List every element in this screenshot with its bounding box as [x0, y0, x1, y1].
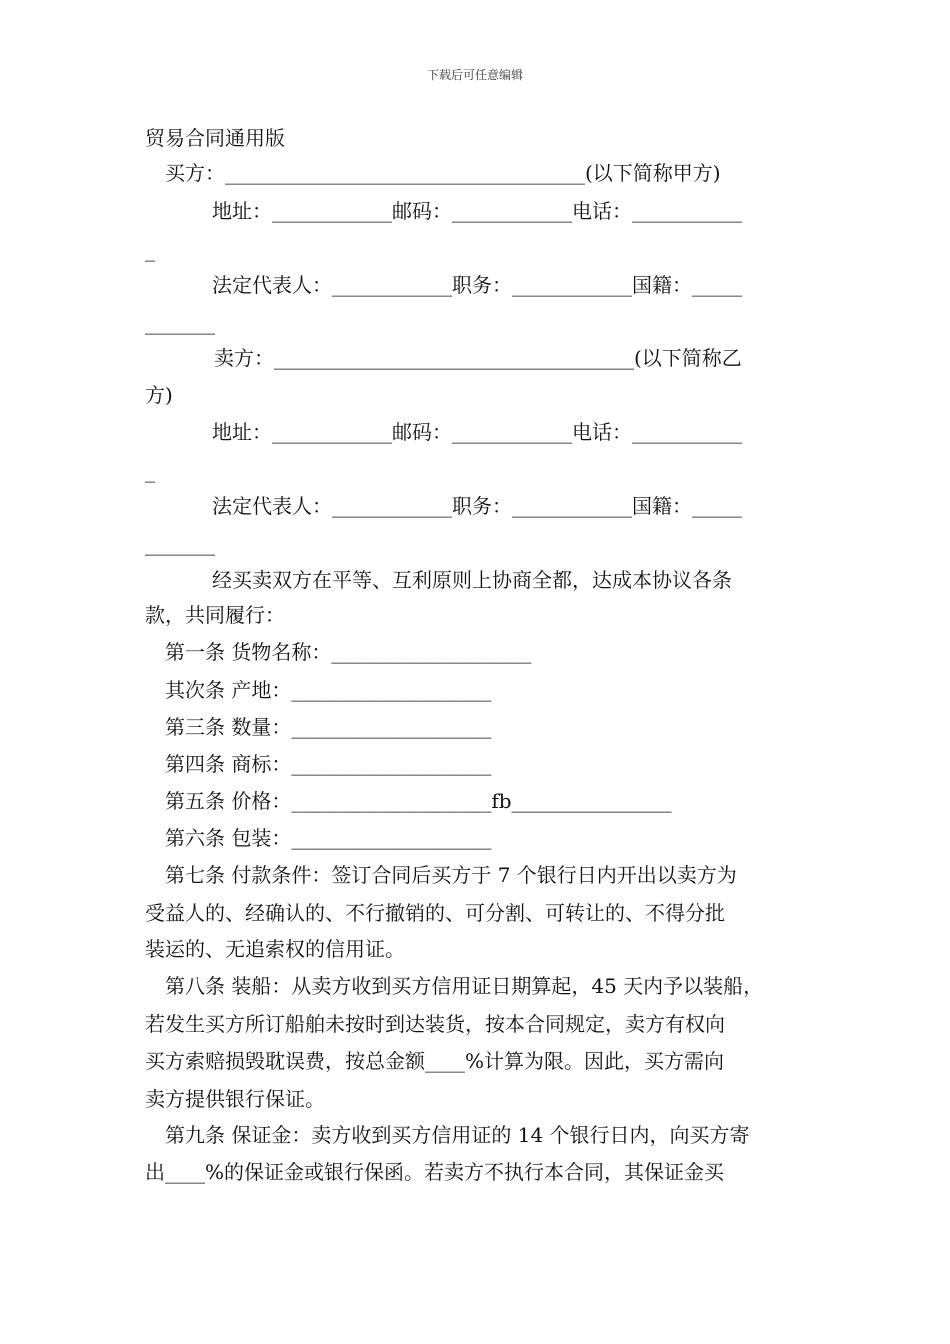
text-line: 第八条 装船：从卖方收到买方信用证日期算起，45 天内予以装船，	[165, 974, 764, 998]
text-line: 方)	[145, 383, 173, 407]
text-line: 受益人的、经确认的、不行撤销的、可分割、可转让的、不得分批	[145, 901, 725, 925]
text-line: 第一条 货物名称：____________________	[165, 640, 532, 664]
text-line: 款，共同履行：	[145, 603, 285, 627]
text-line: 买方：____________________________________(以下简称甲方)	[165, 161, 721, 185]
text-line: 出____%的保证金或银行保函。若卖方不执行本合同，其保证金买	[145, 1160, 725, 1184]
text-line: 经买卖双方在平等、互利原则上协商全都，达成本协议各条	[212, 568, 732, 592]
page-header: 下载后可任意编辑	[426, 68, 523, 82]
text-line: 贸易合同通用版	[145, 126, 285, 150]
text-line: 法定代表人：____________职务：____________国籍：_____	[212, 273, 742, 297]
text-line: 法定代表人：____________职务：____________国籍：_____	[212, 494, 742, 518]
text-line: _______	[145, 311, 215, 335]
text-line: 第九条 保证金：卖方收到买方信用证的 14 个银行日内，向买方寄	[165, 1123, 750, 1147]
text-line: 装运的、无追索权的信用证。	[145, 937, 405, 961]
text-line: _	[145, 238, 155, 262]
text-line: 第三条 数量：____________________	[165, 715, 492, 739]
text-line: 若发生买方所订船舶未按时到达装货，按本合同规定，卖方有权向	[145, 1012, 725, 1036]
text-line: 卖方：____________________________________(以下简称乙	[214, 346, 742, 370]
text-line: 买方索赔损毁耽误费，按总金额____%计算为限。因此，买方需向	[145, 1049, 725, 1073]
text-line: _______	[145, 532, 215, 556]
text-line: 地址：____________邮码：____________电话：___________	[212, 420, 742, 444]
text-line: _	[145, 459, 155, 483]
text-line: 地址：____________邮码：____________电话：___________	[212, 199, 742, 223]
text-line: 其次条 产地：____________________	[165, 678, 492, 702]
text-line: 第六条 包装：____________________	[165, 826, 492, 850]
text-line: 第五条 价格：____________________fb________________	[165, 789, 672, 813]
text-line: 第四条 商标：____________________	[165, 752, 492, 776]
text-line: 卖方提供银行保证。	[145, 1087, 325, 1111]
text-line: 第七条 付款条件：签订合同后买方于 7 个银行日内开出以卖方为	[165, 863, 737, 887]
